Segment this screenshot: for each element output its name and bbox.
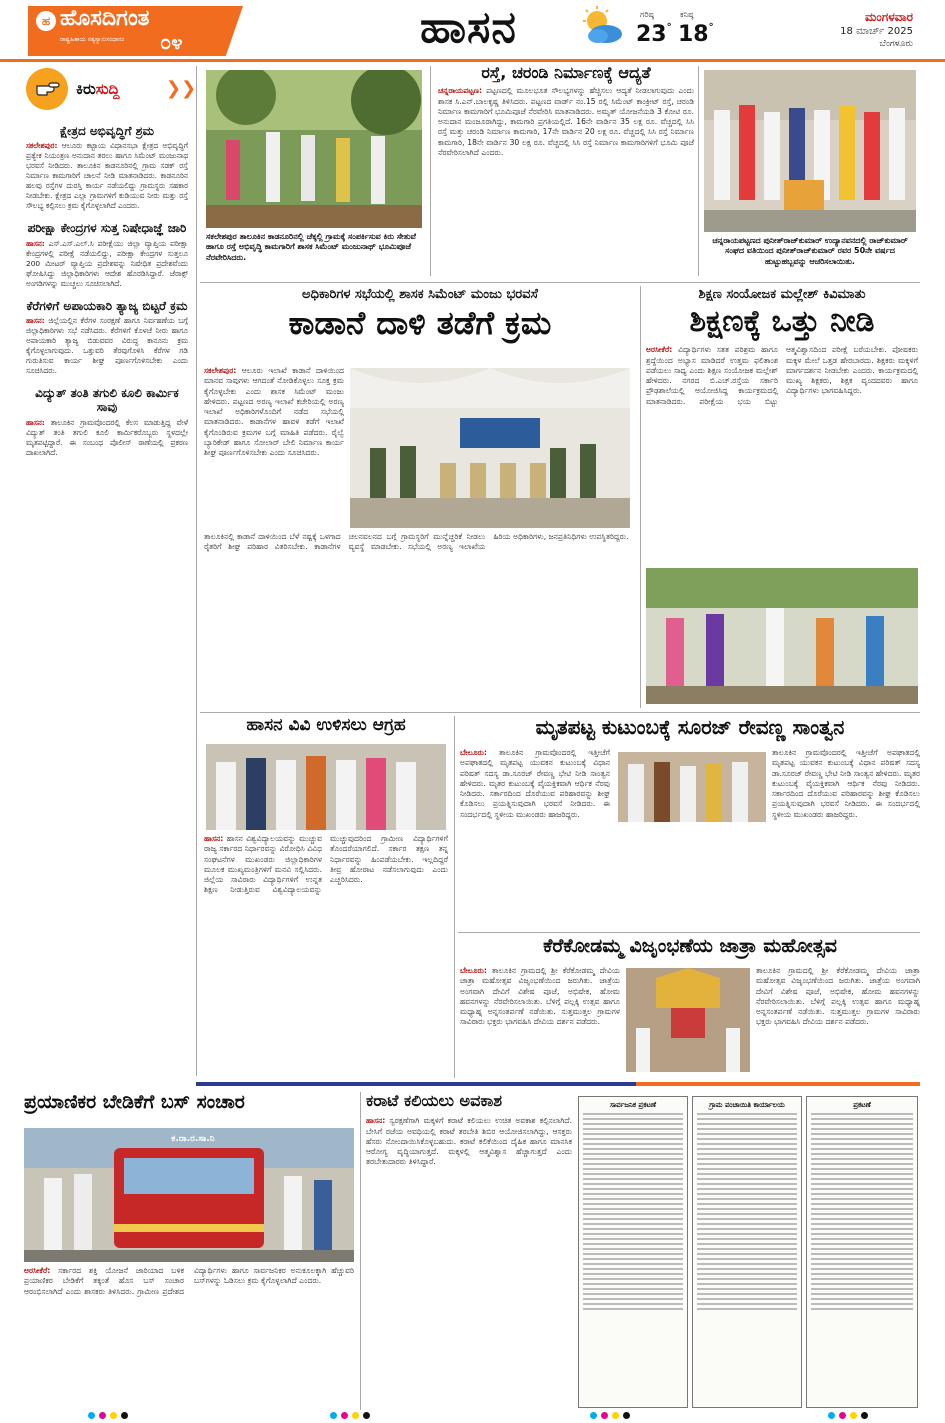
suraj-body: ತಾಲೂಕಿನ ಗ್ರಾಮವೊಂದರಲ್ಲಿ ಇತ್ತೀಚೆಗೆ ಅಪಘಾತದಲ್ಲಿ ಮೃತಪಟ್ಟ ಯುವಕನ ಕುಟುಂಬಕ್ಕೆ ವಿಧಾನ ಪರಿಷತ್ ಸದಸ್ಯ ಡಾ.ಸೂರಜ್ ರೇವಣ್ಣ ಭೇಟಿ ನೀಡಿ ಸಾಂತ್ವನ ಹೇಳಿದರು. ಮೃತರ ಕುಟುಂಬಕ್ಕೆ ವೈಯಕ್ತಿಕವಾಗಿ ಆರ್ಥಿಕ ನೆರವು ನೀಡಿದರು. ಸರ್ಕಾರದಿಂದ ದೊರೆಯುವ ಪರಿಹಾರವನ್ನು ಶೀಘ್ರ ಕೊಡಿಸಲು ಪ್ರಯತ್ನಿಸುವುದಾಗಿ ಭರವಸೆ ನೀಡಿದರು. ಈ ಸಂದರ್ಭದಲ್ಲಿ ಸ್ಥಳೀಯ ಮುಖಂಡರು ಹಾಜರಿದ್ದರು. [772, 748, 920, 819]
memorandum-photo[interactable] [206, 744, 446, 830]
column-rule [196, 66, 197, 1076]
suraj-body: ಬೇಲೂರು: ತಾಲೂಕಿನ ಗ್ರಾಮವೊಂದರಲ್ಲಿ ಇತ್ತೀಚೆಗೆ ಅಪಘಾತದಲ್ಲಿ ಮೃತಪಟ್ಟ ಯುವಕನ ಕುಟುಂಬಕ್ಕೆ ವಿಧಾನ ಪರಿಷತ್ ಸದಸ್ಯ ಡಾ.ಸೂರಜ್ ರೇವಣ್ಣ ಭೇಟಿ ನೀಡಿ ಸಾಂತ್ವನ ಹೇಳಿದರು. ಮೃತರ ಕುಟುಂಬಕ್ಕೆ ವೈಯಕ್ತಿಕವಾಗಿ ಆರ್ಥಿಕ ನೆರವು ನೀಡಿದರು. ಸರ್ಕಾರದಿಂದ ದೊರೆಯುವ ಪರಿಹಾರವನ್ನು ಶೀಘ್ರ ಕೊಡಿಸಲು ಪ್ರಯತ್ನಿಸುವುದಾಗಿ ಭರವಸೆ ನೀಡಿದರು. ಈ ಸಂದರ್ಭದಲ್ಲಿ ಸ್ಥಳೀಯ ಮುಖಂಡರು ಹಾಜರಿದ್ದರು. [460, 748, 610, 819]
bus-body: ಅರಸೀಕೆರೆ: ಸರ್ಕಾರದ ಶಕ್ತಿ ಯೋಜನೆ ಜಾರಿಯಾದ ಬಳಿಕ ಪ್ರಯಾಣಿಕರ ಬೇಡಿಕೆಗೆ ತಕ್ಕಂತೆ ಹೊಸ ಬಸ್ ಸಂಚಾರ ಆರಂಭಿಸಲಾಗಿದೆ ಎಂದು ಶಾಸಕರು ತಿಳಿಸಿದರು. ಗ್ರಾಮೀಣ ಪ್ರದೇಶದ ವಿದ್ಯಾರ್ಥಿಗಳು ಹಾಗೂ ಸಾರ್ವಜನಿಕರ ಅನುಕೂಲಕ್ಕಾಗಿ ಹೆಚ್ಚುವರಿ ಬಸ್‌ಗಳನ್ನು ಓಡಿಸಲು ಕ್ರಮ ಕೈಗೊಳ್ಳಲಾಗಿದೆ ಎಂದರು. [24, 1266, 354, 1296]
row-rule [200, 712, 920, 713]
university-headline[interactable]: ಹಾಸನ ವಿವಿ ಉಳಿಸಲು ಆಗ್ರಹ [246, 716, 406, 735]
column-rule [430, 66, 431, 276]
elephant-body-cols [204, 532, 630, 708]
column-rule [698, 66, 699, 276]
print-registration-marks [88, 1412, 128, 1419]
date-text: 18 ಮಾರ್ಚ್ 2025 [840, 26, 913, 37]
decorative-stripe [196, 1082, 636, 1086]
school-event-photo[interactable] [646, 568, 918, 704]
bus-headline[interactable]: ಪ್ರಯಾಣಿಕರ ಬೇಡಿಕೆಗೆ ಬಸ್ ಸಂಚಾರ [24, 1092, 245, 1113]
education-headline[interactable]: ಶಿಕ್ಷಣಕ್ಕೆ ಒತ್ತು ನೀಡಿ [689, 303, 875, 339]
notice-text-lines [583, 1113, 683, 1310]
row-rule [458, 932, 920, 933]
jatra-photo[interactable] [626, 968, 750, 1072]
road-story-body: ಚನ್ನರಾಯಪಟ್ಟಣ: ಪಟ್ಟಣದಲ್ಲಿ ಮೂಲಭೂತ ಸೌಲಭ್ಯಗಳನ್ನು ಹೆಚ್ಚಿಸಲು ಆದ್ಯತೆ ನೀಡಲಾಗುವುದು ಎಂದು ಶಾಸಕ ಸಿ.ಎನ್.ಬಾಲಕೃಷ್ಣ ತಿಳಿಸಿದರು. ಪಟ್ಟಣದ ವಾರ್ಡ್ ನಂ.15 ರಲ್ಲಿ ಸಿಮೆಂಟ್ ಕಾಂಕ್ರೀಟ್ ರಸ್ತೆ, ಚರಂಡಿ ನಿರ್ಮಾಣ ಕಾಮಗಾರಿಗೆ ಭೂಮಿಪೂಜೆ ನೆರವೇರಿಸಿ ಮಾತನಾಡಿದರು. ಅಮೃತ್ ಯೋಜನೆಯಡಿ 3 ಕೋಟಿ ರೂ. ಅನುದಾನ ಮಂಜೂರಾಗಿದ್ದು, ಕಾಮಗಾರಿ ಪ್ರಗತಿಯಲ್ಲಿದೆ. 16ನೇ ವಾರ್ಡಿನ 35 ಲಕ್ಷ ರೂ. ವೆಚ್ಚದಲ್ಲಿ ಸಿಸಿ ರಸ್ತೆ ಮತ್ತು ಚರಂಡಿ ನಿರ್ಮಾಣ ಕಾಮಗಾರಿ, 17ನೇ ವಾರ್ಡಿನ 20 ಲಕ್ಷ ರೂ. ವೆಚ್ಚದಲ್ಲಿ ಸಿಸಿ ರಸ್ತೆ ನಿರ್ಮಾಣ ಕಾಮಗಾರಿ, 18ನೇ ವಾರ್ಡಿನ 30 ಲಕ್ಷ ರೂ. ವೆಚ್ಚದಲ್ಲಿ ಸಿಸಿ ರಸ್ತೆ ನಿರ್ಮಾಣ ಕಾಮಗಾರಿಗಳಿಗೆ ಭೂಮಿ ಪೂಜೆ ನೆರವೇರಿಸಲಾಗಿದೆ ಎಂದರು. [438, 86, 694, 157]
education-kicker: ಶಿಕ್ಷಣ ಸಂಯೋಜಕ ಮಲ್ಲೇಶ್ ಕಿವಿಮಾತು [698, 288, 866, 302]
kirusuddi-label: ಕಿರುಸುದ್ದಿ [76, 80, 120, 98]
road-story-headline[interactable]: ರಸ್ತೆ, ಚರಂಡಿ ನಿರ್ಮಾಣಕ್ಕೆ ಆದ್ಯತೆ [481, 64, 651, 82]
suraj-headline[interactable]: ಮೃತಪಟ್ಟ ಕುಟುಂಬಕ್ಕೆ ಸೂರಜ್ ರೇವಣ್ಣ ಸಾಂತ್ವನ [535, 716, 845, 739]
brief-title[interactable]: ಕ್ಷೇತ್ರದ ಅಭಿವೃದ್ಧಿಗೆ ಶ್ರಮ [59, 124, 155, 138]
elephant-kicker: ಅಧಿಕಾರಿಗಳ ಸಭೆಯಲ್ಲಿ ಶಾಸಕ ಸಿಮೆಂಟ್ ಮಂಜು ಭರವಸೆ [302, 288, 538, 302]
photo-caption: ಚನ್ನರಾಯಪಟ್ಟಣದ ಪುನೀತ್‌ರಾಜ್‌ಕುಮಾರ್ ಉದ್ಯಾನವನದಲ್ಲಿ ರಾಜ್‌ಕುಮಾರ್ ಸಂಘದ ವತಿಯಿಂದ ಪುನೀತ್‌ರಾಜ್‌ಕುಮಾರ್ ರವರ 50ನೇ ವರ್ಷದ ಹುಟ್ಟುಹಬ್ಬವನ್ನು ಆಚರಿಸಲಾಯಿತು. [712, 236, 908, 266]
university-body-cols [204, 834, 448, 1078]
decorative-stripe [636, 1082, 920, 1086]
education-body: ಅರಸೀಕೆರೆ: ವಿದ್ಯಾರ್ಥಿಗಳು ಸತತ ಪರಿಶ್ರಮ ಹಾಗೂ ಶ್ರದ್ಧೆಯಿಂದ ಅಭ್ಯಾಸ ಮಾಡಿದರೆ ಉತ್ತಮ ಫಲಿತಾಂಶ ಪಡೆಯಲು ಸಾಧ್ಯ ಎಂದು ಶಿಕ್ಷಣ ಸಂಯೋಜಕ ಮಲ್ಲೇಶ್ ಹೇಳಿದರು. ನಗರದ ಬಿ.ಎಚ್.ರಸ್ತೆಯ ಸರ್ಕಾರಿ ಪ್ರೌಢಶಾಲೆಯಲ್ಲಿ ಆಯೋಜಿಸಿದ್ದ ಕಾರ್ಯಕ್ರಮದಲ್ಲಿ ಮಾತನಾಡಿದರು. ಪರೀಕ್ಷೆಯ ಭಯ ಬಿಟ್ಟು ಆತ್ಮವಿಶ್ವಾಸದಿಂದ ಪರೀಕ್ಷೆ ಬರೆಯಬೇಕು. ಪೋಷಕರು ಮಕ್ಕಳ ಮೇಲೆ ಒತ್ತಡ ಹೇರಬಾರದು. ಶಿಕ್ಷಕರು ಮಕ್ಕಳಿಗೆ ಮಾರ್ಗದರ್ಶನ ನೀಡಬೇಕು ಎಂದರು. ಕಾರ್ಯಕ್ರಮದಲ್ಲಿ ಮುಖ್ಯ ಶಿಕ್ಷಕರು, ಶಿಕ್ಷಕ ವೃಂದದವರು ಹಾಗೂ ವಿದ್ಯಾರ್ಥಿಗಳು ಭಾಗವಹಿಸಿದ್ದರು. [646, 345, 918, 406]
public-notice[interactable] [692, 1096, 802, 1408]
partly-cloudy-icon [580, 6, 624, 46]
day-name: ಮಂಗಳವಾರ [864, 10, 913, 24]
notice-title: ಸಾರ್ವಜನಿಕ ಪ್ರಕಟಣೆ [609, 1101, 657, 1109]
print-registration-marks [828, 1412, 868, 1419]
public-notice[interactable] [578, 1096, 688, 1408]
row-rule [200, 282, 920, 283]
temp-min: 18° [678, 22, 714, 47]
forest-meeting-photo[interactable] [350, 368, 630, 528]
birthday-celebration-photo[interactable] [704, 70, 916, 232]
suraj-body-col [460, 748, 610, 926]
date-block [840, 10, 913, 49]
jatra-body: ತಾಲೂಕಿನ ಗ್ರಾಮದಲ್ಲಿ ಶ್ರೀ ಕೆರೆಕೋಡಮ್ಮ ದೇವಿಯ ಜಾತ್ರಾ ಮಹೋತ್ಸವ ವಿಜೃಂಭಣೆಯಿಂದ ಜರುಗಿತು. ಜಾತ್ರೆಯ ಅಂಗವಾಗಿ ದೇವಿಗೆ ವಿಶೇಷ ಪೂಜೆ, ಅಭಿಷೇಕ, ಹೋಮ ಹವನಗಳನ್ನು ನೆರವೇರಿಸಲಾಯಿತು. ಬೆಳಿಗ್ಗೆ ಪಲ್ಲಕ್ಕಿ ಉತ್ಸವ ಹಾಗೂ ಮಧ್ಯಾಹ್ನ ಅನ್ನಸಂತರ್ಪಣೆ ನಡೆಯಿತು. ಸುತ್ತಮುತ್ತಲ ಗ್ರಾಮಗಳ ಸಾವಿರಾರು ಭಕ್ತರು ಭಾಗವಹಿಸಿ ದೇವಿಯ ದರ್ಶನ ಪಡೆದರು. [756, 966, 920, 1027]
masthead-rule [0, 59, 945, 62]
jatra-body: ಬೇಲೂರು: ತಾಲೂಕಿನ ಗ್ರಾಮದಲ್ಲಿ ಶ್ರೀ ಕೆರೆಕೋಡಮ್ಮ ದೇವಿಯ ಜಾತ್ರಾ ಮಹೋತ್ಸವ ವಿಜೃಂಭಣೆಯಿಂದ ಜರುಗಿತು. ಜಾತ್ರೆಯ ಅಂಗವಾಗಿ ದೇವಿಗೆ ವಿಶೇಷ ಪೂಜೆ, ಅಭಿಷೇಕ, ಹೋಮ ಹವನಗಳನ್ನು ನೆರವೇರಿಸಲಾಯಿತು. ಬೆಳಿಗ್ಗೆ ಪಲ್ಲಕ್ಕಿ ಉತ್ಸವ ಹಾಗೂ ಮಧ್ಯಾಹ್ನ ಅನ್ನಸಂತರ್ಪಣೆ ನಡೆಯಿತು. ಸುತ್ತಮುತ್ತಲ ಗ್ರಾಮಗಳ ಸಾವಿರಾರು ಭಕ್ತರು ಭಾಗವಹಿಸಿ ದೇವಿಯ ದರ್ಶನ ಪಡೆದರು. [460, 966, 620, 1027]
photo-caption: ಸಕಲೇಶಪುರ ತಾಲೂಕಿನ ಕಾಡನೂರಿನಲ್ಲಿ ಚೆಕ್ಕಲ್ಲಿ ಗ್ರಾಮಕ್ಕೆ ಸಂಪರ್ಕಿಸುವ ಕಿರು ಸೇತುವೆ ಹಾಗೂ ರಸ್ತೆ ಅಭಿವೃದ್ಧಿ ಕಾಮಗಾರಿಗೆ ಶಾಸಕ ಸಿಮೆಂಟ್ ಮಂಜುನಾಥ್ ಭೂಮಿಪೂಜೆ ನೆರವೇರಿಸಿದರು. [206, 232, 416, 262]
road-story [438, 64, 694, 278]
elephant-body: ಸಕಲೇಶಪುರ: ಆಲೂರು ಇಲಾಖೆ ಕಾಡಾನೆ ದಾಳಿಯಿಂದ ಮಾನವ ಸಾವುಗಳು ಆಗದಂತೆ ನೋಡಿಕೊಳ್ಳಲು ಸೂಕ್ತ ಕ್ರಮ ಕೈಗೊಳ್ಳಬೇಕು ಎಂದು ಶಾಸಕ ಸಿಮೆಂಟ್ ಮಂಜು ಹೇಳಿದರು. ಪಟ್ಟಣದ ಅರಣ್ಯ ಇಲಾಖೆ ಕಚೇರಿಯಲ್ಲಿ ಅರಣ್ಯ ಇಲಾಖೆ ಅಧಿಕಾರಿಗಳೊಂದಿಗೆ ನಡೆದ ಸಭೆಯಲ್ಲಿ ಮಾತನಾಡಿದರು. ಕಾಡಾನೆಗಳ ಹಾವಳಿ ತಡೆಗೆ ಇಲಾಖೆ ಕೈಗೊಂಡಿರುವ ಕ್ರಮಗಳ ಬಗ್ಗೆ ಮಾಹಿತಿ ಪಡೆದರು. ರೈಲ್ವೆ ಬ್ಯಾರಿಕೇಡ್ ಹಾಗೂ ಸೋಲಾರ್ ಬೇಲಿ ನಿರ್ಮಾಣ ಕಾರ್ಯ ಶೀಘ್ರ ಪೂರ್ಣಗೊಳಿಸಬೇಕು ಎಂದು ಸೂಚಿಸಿದರು. [204, 366, 344, 457]
print-registration-marks [590, 1412, 630, 1419]
elephant-headline[interactable]: ಕಾಡಾನೆ ದಾಳಿ ತಡೆಗೆ ಕ್ರಮ [288, 303, 552, 342]
brief-body: ಹಾಸನ: ತಾಲೂಕಿನ ಗ್ರಾಮವೊಂದರಲ್ಲಿ ಕೆಲಸ ಮಾಡುತ್ತಿದ್ದ ವೇಳೆ ವಿದ್ಯುತ್ ತಂತಿ ತಗುಲಿ ಕೂಲಿ ಕಾರ್ಮಿಕರೊಬ್ಬರು ಸ್ಥಳದಲ್ಲೇ ಮೃತಪಟ್ಟಿದ್ದಾರೆ. ಈ ಸಂಬಂಧ ಪೊಲೀಸ್ ಠಾಣೆಯಲ್ಲಿ ಪ್ರಕರಣ ದಾಖಲಾಗಿದೆ. [26, 417, 188, 457]
karate-headline[interactable]: ಕರಾಟೆ ಕಲಿಯಲು ಅವಕಾಶ [366, 1092, 502, 1110]
brief-title[interactable]: ಪರೀಕ್ಷಾ ಕೇಂದ್ರಗಳ ಸುತ್ತ ನಿಷೇಧಾಜ್ಞೆ ಜಾರಿ [27, 221, 187, 236]
temp-max: 23° [636, 22, 672, 47]
edition-name: ಬೆಂಗಳೂರು [879, 39, 913, 49]
chevron-right-icon: ❯❯ [166, 78, 197, 99]
elephant-body: ತಾಲೂಕಿನಲ್ಲಿ ಕಾಡಾನೆ ದಾಳಿಯಿಂದ ಬೆಳೆ ನಷ್ಟಕ್ಕೆ ಒಳಗಾದ ರೈತರಿಗೆ ಶೀಘ್ರ ಪರಿಹಾರ ವಿತರಿಸಬೇಕು. ಕಾಡಾನೆಗಳ ಚಲನವಲನದ ಬಗ್ಗೆ ಗ್ರಾಮಸ್ಥರಿಗೆ ಮುನ್ನೆಚ್ಚರಿಕೆ ನೀಡಲು ವ್ಯವಸ್ಥೆ ಮಾಡಬೇಕು. ಸಭೆಯಲ್ಲಿ ಅರಣ್ಯ ಇಲಾಖೆಯ ಹಿರಿಯ ಅಧಿಕಾರಿಗಳು, ಜನಪ್ರತಿನಿಧಿಗಳು ಉಪಸ್ಥಿತರಿದ್ದರು. [204, 532, 629, 552]
jatra-body-col [460, 966, 620, 1076]
karate-body: ಹಾಸನ: ಸ್ವರಕ್ಷಣೆಗಾಗಿ ಮಕ್ಕಳಿಗೆ ಕರಾಟೆ ಕಲಿಯಲು ಉಚಿತ ಅವಕಾಶ ಕಲ್ಪಿಸಲಾಗಿದೆ. ಬೇಸಿಗೆ ರಜೆಯ ಅವಧಿಯಲ್ಲಿ ಕರಾಟೆ ತರಬೇತಿ ಶಿಬಿರ ಆಯೋಜಿಸಲಾಗಿದ್ದು, ಆಸಕ್ತರು ಹೆಸರು ನೋಂದಾಯಿಸಿಕೊಳ್ಳಬಹುದು. ಕರಾಟೆ ಕಲಿಕೆಯಿಂದ ದೈಹಿಕ ಹಾಗೂ ಮಾನಸಿಕ ಆರೋಗ್ಯ ವೃದ್ಧಿಯಾಗುತ್ತದೆ. ಮಕ್ಕಳಲ್ಲಿ ಆತ್ಮವಿಶ್ವಾಸ ಹೆಚ್ಚಾಗುತ್ತದೆ ಎಂದು ತರಬೇತುದಾರರು ತಿಳಿಸಿದ್ದಾರೆ. [366, 1116, 572, 1167]
logo-tagline: ರಾಷ್ಟ್ರಹಿತಾಯ ಸತ್ಯಸ್ಯಾನುಸಂಧಾನಂ [60, 36, 125, 43]
masthead [0, 0, 945, 62]
page-number: ೦೪ [160, 30, 183, 54]
temp-max-label: ಗರಿಷ್ಠ [640, 10, 654, 19]
bus-front-label: ಕ.ರಾ.ರ.ಸಾ.ನಿ [171, 1134, 215, 1144]
column-rule [360, 1092, 361, 1410]
suraj-body-col2 [772, 748, 920, 926]
karate-story [366, 1092, 572, 1410]
temp-min-label: ಕನಿಷ್ಠ [680, 10, 694, 19]
jatra-headline[interactable]: ಕೆರೆಕೋಡಮ್ಮ ವಿಜೃಂಭಣೆಯ ಜಾತ್ರಾ ಮಹೋತ್ಸವ [543, 936, 837, 957]
notice-text-lines [697, 1113, 797, 1310]
brief-body: ಸಕಲೇಶಪುರ: ಆಲೂರು ಕಟ್ಟಾಯ ವಿಧಾನಸಭಾ ಕ್ಷೇತ್ರದ ಅಭಿವೃದ್ಧಿಗೆ ಪ್ರತ್ಯೇಕ ನಿಯಂತ್ರಣ ಅನುದಾನ ತರಲು ಹಾಗೂ ಸಿಮೆಂಟ್ ಮಂಜುನಾಥ ಭರವಸೆ ನೀಡಿದರು. ತಾಲೂಕಿನ ಕಾಡನೂರಿನಲ್ಲಿ ಗ್ರಾಮ ಸಡಕ್ ರಸ್ತೆ ನಿರ್ಮಾಣ ಕಾಮಗಾರಿಗೆ ಚಾಲನೆ ನೀಡಿ ಮಾತನಾಡಿದರು. ಕಾಡನೂರಿನ ಹಲವು ರಸ್ತೆಗಳ ದುರಸ್ತಿ ಕಾರ್ಯ ನಡೆಯಲಿದ್ದು ಗ್ರಾಮಸ್ಥರು ಸಹಕಾರ ನೀಡಬೇಕು. ಕ್ಷೇತ್ರದ ಎಲ್ಲಾ ಗ್ರಾಮಗಳಿಗೆ ಕುಡಿಯುವ ನೀರು ಮತ್ತು ರಸ್ತೆ ಸೌಲಭ್ಯ ಕಲ್ಪಿಸಲು ಕ್ರಮ ಕೈಗೊಳ್ಳಲಾಗಿದೆ ಎಂದರು. [26, 141, 188, 211]
column-rule [640, 286, 641, 708]
bus-body-cols [24, 1266, 354, 1410]
kirusuddi-badge [26, 68, 197, 110]
tree-planting-photo[interactable] [206, 70, 422, 228]
print-registration-marks [330, 1412, 370, 1419]
logo-text[interactable]: ಹೊಸದಿಗಂತ [60, 6, 150, 31]
university-body: ಹಾಸನ: ಹಾಸನ ವಿಶ್ವವಿದ್ಯಾಲಯವನ್ನು ಮುಚ್ಚುವ ರಾಜ್ಯ ಸರ್ಕಾರದ ನಿರ್ಧಾರವನ್ನು ವಿರೋಧಿಸಿ ವಿವಿಧ ಸಂಘಟನೆಗಳ ಮುಖಂಡರು ಜಿಲ್ಲಾಧಿಕಾರಿಗಳ ಮೂಲಕ ಮುಖ್ಯಮಂತ್ರಿಗಳಿಗೆ ಮನವಿ ಸಲ್ಲಿಸಿದರು. ಜಿಲ್ಲೆಯ ಸಾವಿರಾರು ವಿದ್ಯಾರ್ಥಿಗಳಿಗೆ ಉನ್ನತ ಶಿಕ್ಷಣ ನೀಡುತ್ತಿರುವ ವಿಶ್ವವಿದ್ಯಾಲಯವನ್ನು ಮುಚ್ಚುವುದರಿಂದ ಗ್ರಾಮೀಣ ವಿದ್ಯಾರ್ಥಿಗಳಿಗೆ ತೊಂದರೆಯಾಗಲಿದೆ. ಸರ್ಕಾರ ತಕ್ಷಣ ತನ್ನ ನಿರ್ಧಾರವನ್ನು ಹಿಂಪಡೆಯಬೇಕು. ಇಲ್ಲದಿದ್ದರೆ ತೀವ್ರ ಹೋರಾಟ ನಡೆಸಲಾಗುವುದು ಎಂದು ಎಚ್ಚರಿಸಿದರು. [204, 834, 448, 895]
pointing-hand-icon [26, 68, 68, 110]
city-title: ಹಾಸನ [420, 2, 517, 53]
brief-title[interactable]: ವಿದ್ಯುತ್ ತಂತಿ ತಗುಲಿ ಕೂಲಿ ಕಾರ್ಮಿಕ ಸಾವು [35, 385, 179, 415]
kirusuddi-column [26, 118, 188, 1078]
brief-body: ಹಾಸನ: ಜಿಲ್ಲೆಯಲ್ಲಿನ ಕೆರೆಗಳ ಸಂರಕ್ಷಣೆ ಹಾಗೂ ನಿರ್ವಹಣೆಯ ಬಗ್ಗೆ ಜಿಲ್ಲಾಧಿಕಾರಿಗಳು ಸಭೆ ನಡೆಸಿದರು. ಕೆರೆಗಳಿಗೆ ಕೊಳಚೆ ನೀರು ಹಾಗೂ ಅಪಾಯಕಾರಿ ತ್ಯಾಜ್ಯ ಬಿಡುವವರ ವಿರುದ್ಧ ಕಾನೂನು ಕ್ರಮ ಕೈಗೊಳ್ಳಲಾಗುವುದು. ಒತ್ತುವರಿ ತೆರವುಗೊಳಿಸಿ ಕೆರೆಗಳ ಗಡಿ ಗುರುತಿಸುವ ಕಾರ್ಯ ಶೀಘ್ರ ಪೂರ್ಣಗೊಳಿಸಬೇಕು ಎಂದು ಸೂಚಿಸಿದರು. [26, 315, 188, 375]
notice-title: ಗ್ರಾಮ ಪಂಚಾಯಿತಿ ಕಾರ್ಯಾಲಯ [709, 1101, 785, 1109]
elephant-body-col1 [204, 366, 344, 546]
public-notice[interactable] [806, 1096, 918, 1408]
jatra-body-col2 [756, 966, 920, 1076]
logo-emblem-icon: ಹ [36, 11, 56, 31]
bus-launch-photo[interactable] [24, 1128, 354, 1262]
notice-title: ಪ್ರಕಟಣೆ [853, 1101, 871, 1109]
condolence-photo[interactable] [618, 752, 766, 822]
column-rule [454, 716, 455, 1078]
notice-text-lines [811, 1113, 913, 1310]
brief-title[interactable]: ಕೆರೆಗಳಿಗೆ ಅಪಾಯಕಾರಿ ತ್ಯಾಜ್ಯ ಬಿಟ್ಟರೆ ಕ್ರಮ [26, 298, 188, 313]
brief-body: ಹಾಸನ: ಎಸ್.ಎಸ್.ಎಲ್.ಸಿ ಪರೀಕ್ಷೆಯು ಜಿಲ್ಲಾ ವ್ಯಾಪ್ತಿಯ ಪರೀಕ್ಷಾ ಕೇಂದ್ರಗಳಲ್ಲಿ ಪರೀಕ್ಷೆ ನಡೆಯಲಿದ್ದು, ಪರೀಕ್ಷಾ ಕೇಂದ್ರಗಳ ಸುತ್ತಲೂ 200 ಮೀಟರ್ ವ್ಯಾಪ್ತಿಯ ಪ್ರದೇಶವನ್ನು ನಿಷೇಧಿತ ಪ್ರದೇಶವೆಂದು ಘೋಷಿಸಿದ್ದು ಜಿಲ್ಲಾಧಿಕಾರಿಗಳು ಆದೇಶ ಹೊರಡಿಸಿದ್ದಾರೆ. ಜೆರಾಕ್ಸ್ ಅಂಗಡಿಗಳನ್ನು ಮುಚ್ಚಲು ಸೂಚಿಸಲಾಗಿದೆ. [26, 238, 188, 288]
